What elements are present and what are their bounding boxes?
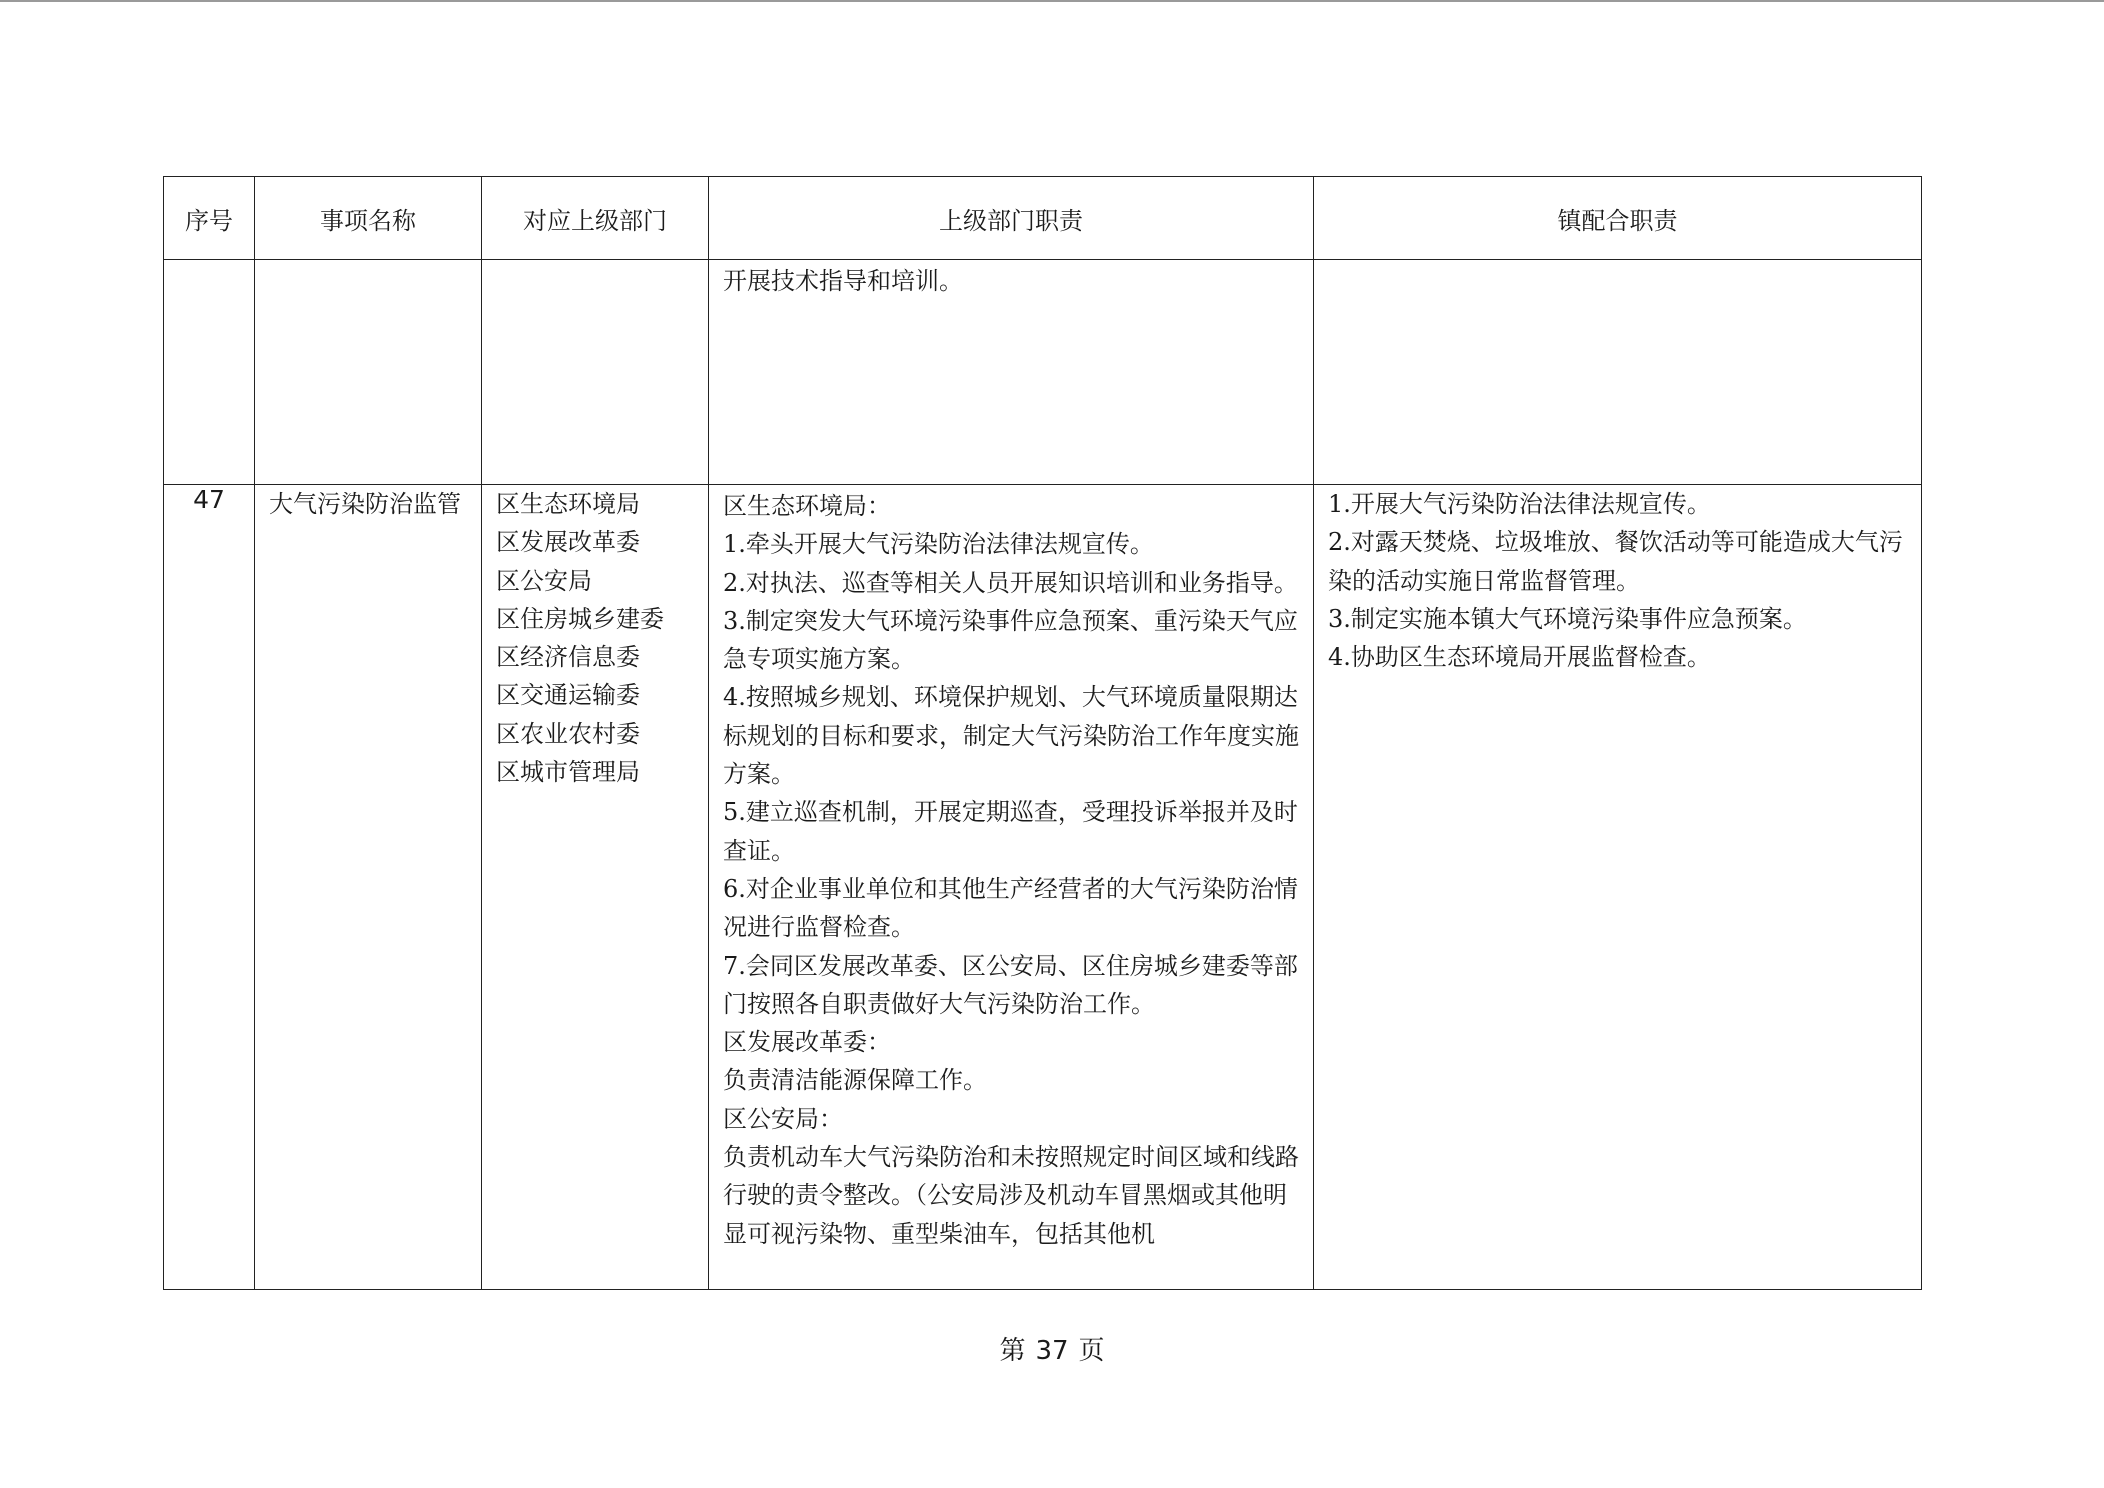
cell-item-name-47 (255, 485, 482, 1290)
duty-heading: 区生态环境局： (723, 492, 891, 520)
duty-line: 7.会同区发展改革委、区公安局、区住房城乡建委等部门按照各自职责做好大气污染防治工作。 (723, 951, 1298, 1018)
cell-town-duties-47 (1314, 485, 1922, 1290)
header-item-name: 事项名称 (255, 177, 482, 260)
town-duty-line: 4.协助区生态环境局开展监督检查。 (1328, 643, 1711, 672)
cell-seq (164, 260, 255, 485)
cell-superior-duties (709, 260, 1314, 485)
cell-superior-dept (482, 260, 709, 485)
header-superior-duties: 上级部门职责 (709, 177, 1314, 260)
table-row-47 (164, 485, 1922, 1290)
duty-line: 1.牵头开展大气污染防治法律法规宣传。 (723, 530, 1154, 559)
cell-superior-dept-47 (482, 485, 709, 1290)
duty-line: 4.按照城乡规划、环境保护规划、大气环境质量限期达标规划的目标和要求，制定大气污染防治工作年度实施方案。 (723, 683, 1299, 789)
town-duty-line: 3.制定实施本镇大气环境污染事件应急预案。 (1328, 604, 1807, 633)
page-prefix: 第 (999, 1336, 1026, 1366)
duty-line: 负责清洁能源保障工作。 (723, 1066, 987, 1095)
page-footer (0, 1330, 2104, 1367)
dept-item: 区发展改革委 (496, 528, 640, 557)
dept-item: 区公安局 (496, 566, 592, 595)
duty-heading: 区发展改革委： (723, 1028, 891, 1057)
duty-line: 3.制定突发大气环境污染事件应急预案、重污染天气应急专项实施方案。 (723, 606, 1298, 674)
table-row-continued (164, 260, 1922, 485)
cell-seq-47: 47 (164, 485, 255, 1290)
duty-line: 2.对执法、巡查等相关人员开展知识培训和业务指导。 (723, 568, 1298, 597)
duty-heading: 区公安局： (723, 1104, 843, 1133)
cell-item-name (255, 260, 482, 485)
duty-line: 6.对企业事业单位和其他生产经营者的大气污染防治情况进行监督检查。 (723, 874, 1298, 942)
duty-line: 5.建立巡查机制，开展定期巡查，受理投诉举报并及时查证。 (723, 798, 1298, 865)
duties-table (163, 176, 1922, 1290)
cell-superior-duties-47 (709, 485, 1314, 1290)
dept-item: 区交通运输委 (496, 681, 640, 710)
dept-item: 区住房城乡建委 (496, 604, 664, 633)
duty-line: 开展技术指导和培训。 (723, 267, 963, 295)
cell-town-duties (1314, 260, 1922, 485)
page-suffix: 页 (1078, 1336, 1105, 1366)
town-duty-line: 2.对露天焚烧、垃圾堆放、餐饮活动等可能造成大气污染的活动实施日常监督管理。 (1328, 528, 1903, 595)
table-header-row (164, 177, 1922, 260)
item-name-text: 大气污染防治监管 (269, 490, 461, 518)
page-number: 37 (1035, 1336, 1069, 1366)
header-town-duties: 镇配合职责 (1314, 177, 1922, 260)
dept-item: 区城市管理局 (496, 758, 640, 787)
dept-item: 区农业农村委 (496, 719, 640, 748)
top-border-line (0, 0, 2104, 2)
duty-line: 负责机动车大气污染防治和未按照规定时间区域和线路行驶的责令整改。（公安局涉及机动车冒黑烟或其他明显可视污染物、重型柴油车，包括其他机 (723, 1143, 1299, 1248)
header-superior-dept: 对应上级部门 (482, 177, 709, 260)
header-seq: 序号 (164, 177, 255, 260)
dept-item: 区经济信息委 (496, 643, 640, 672)
town-duty-line: 1.开展大气污染防治法律法规宣传。 (1328, 490, 1711, 518)
dept-item: 区生态环境局 (496, 490, 640, 518)
